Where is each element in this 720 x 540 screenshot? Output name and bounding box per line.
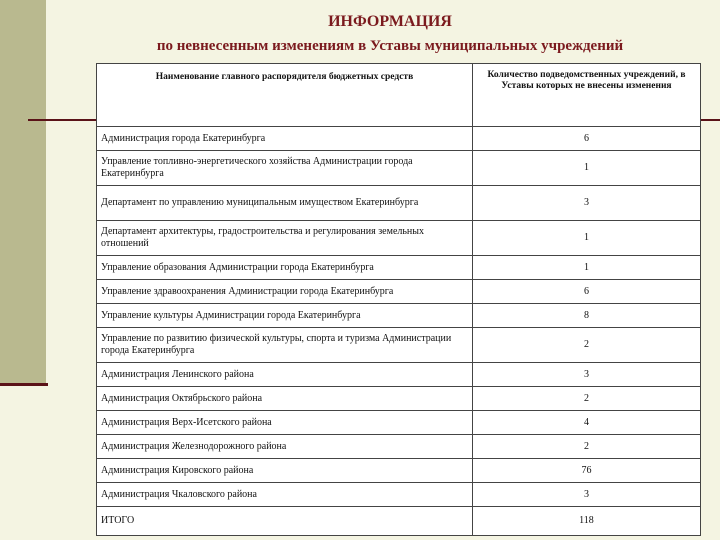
row-count: 1 bbox=[473, 221, 701, 256]
decorative-side-rule bbox=[0, 383, 48, 386]
table-row bbox=[97, 435, 701, 459]
total-label: ИТОГО bbox=[97, 507, 473, 536]
total-row bbox=[97, 507, 701, 536]
row-name: Администрация Чкаловского района bbox=[97, 483, 473, 507]
table-row bbox=[97, 151, 701, 186]
table-row bbox=[97, 387, 701, 411]
row-name: Администрация города Екатеринбурга bbox=[97, 127, 473, 151]
info-table bbox=[96, 63, 701, 536]
page-subtitle: по невнесенным изменениям в Уставы муниципальных учреждений bbox=[156, 38, 624, 54]
header-name: Наименование главного распорядителя бюджетных средств bbox=[97, 64, 473, 127]
row-name: Управление образования Администрации города Екатеринбурга bbox=[97, 256, 473, 280]
table-row bbox=[97, 483, 701, 507]
row-count: 3 bbox=[473, 483, 701, 507]
row-count: 76 bbox=[473, 459, 701, 483]
table-row bbox=[97, 256, 701, 280]
row-name: Администрация Ленинского района bbox=[97, 363, 473, 387]
row-count: 2 bbox=[473, 328, 701, 363]
row-count: 2 bbox=[473, 387, 701, 411]
row-count: 2 bbox=[473, 435, 701, 459]
row-name: Управление культуры Администрации города Екатеринбурга bbox=[97, 304, 473, 328]
row-count: 6 bbox=[473, 127, 701, 151]
row-name: Администрация Железнодорожного района bbox=[97, 435, 473, 459]
row-name: Департамент по управлению муниципальным имуществом Екатеринбурга bbox=[97, 186, 473, 221]
row-count: 1 bbox=[473, 151, 701, 186]
table-row bbox=[97, 304, 701, 328]
header-count: Количество подведомственных учреждений, в Уставы которых не внесены изменения bbox=[473, 64, 701, 127]
table-row bbox=[97, 186, 701, 221]
row-count: 3 bbox=[473, 363, 701, 387]
page-title: ИНФОРМАЦИЯ bbox=[328, 13, 452, 30]
table-row bbox=[97, 411, 701, 435]
table-row bbox=[97, 328, 701, 363]
table-row bbox=[97, 127, 701, 151]
table-row bbox=[97, 221, 701, 256]
row-count: 8 bbox=[473, 304, 701, 328]
row-count: 1 bbox=[473, 256, 701, 280]
decorative-side-band bbox=[0, 0, 46, 385]
row-name: Администрация Кировского района bbox=[97, 459, 473, 483]
row-count: 6 bbox=[473, 280, 701, 304]
row-name: Управление по развитию физической культуры, спорта и туризма Администрации города Екатеринбурга bbox=[97, 328, 473, 363]
row-count: 4 bbox=[473, 411, 701, 435]
table-row bbox=[97, 363, 701, 387]
row-count: 3 bbox=[473, 186, 701, 221]
row-name: Департамент архитектуры, градостроительства и регулирования земельных отношений bbox=[97, 221, 473, 256]
row-name: Администрация Октябрьского района bbox=[97, 387, 473, 411]
total-count: 118 bbox=[473, 507, 701, 536]
table-row bbox=[97, 459, 701, 483]
table-header-row bbox=[97, 64, 701, 127]
row-name: Управление топливно-энергетического хозяйства Администрации города Екатеринбурга bbox=[97, 151, 473, 186]
row-name: Администрация Верх-Исетского района bbox=[97, 411, 473, 435]
table-row bbox=[97, 280, 701, 304]
row-name: Управление здравоохранения Администрации города Екатеринбурга bbox=[97, 280, 473, 304]
